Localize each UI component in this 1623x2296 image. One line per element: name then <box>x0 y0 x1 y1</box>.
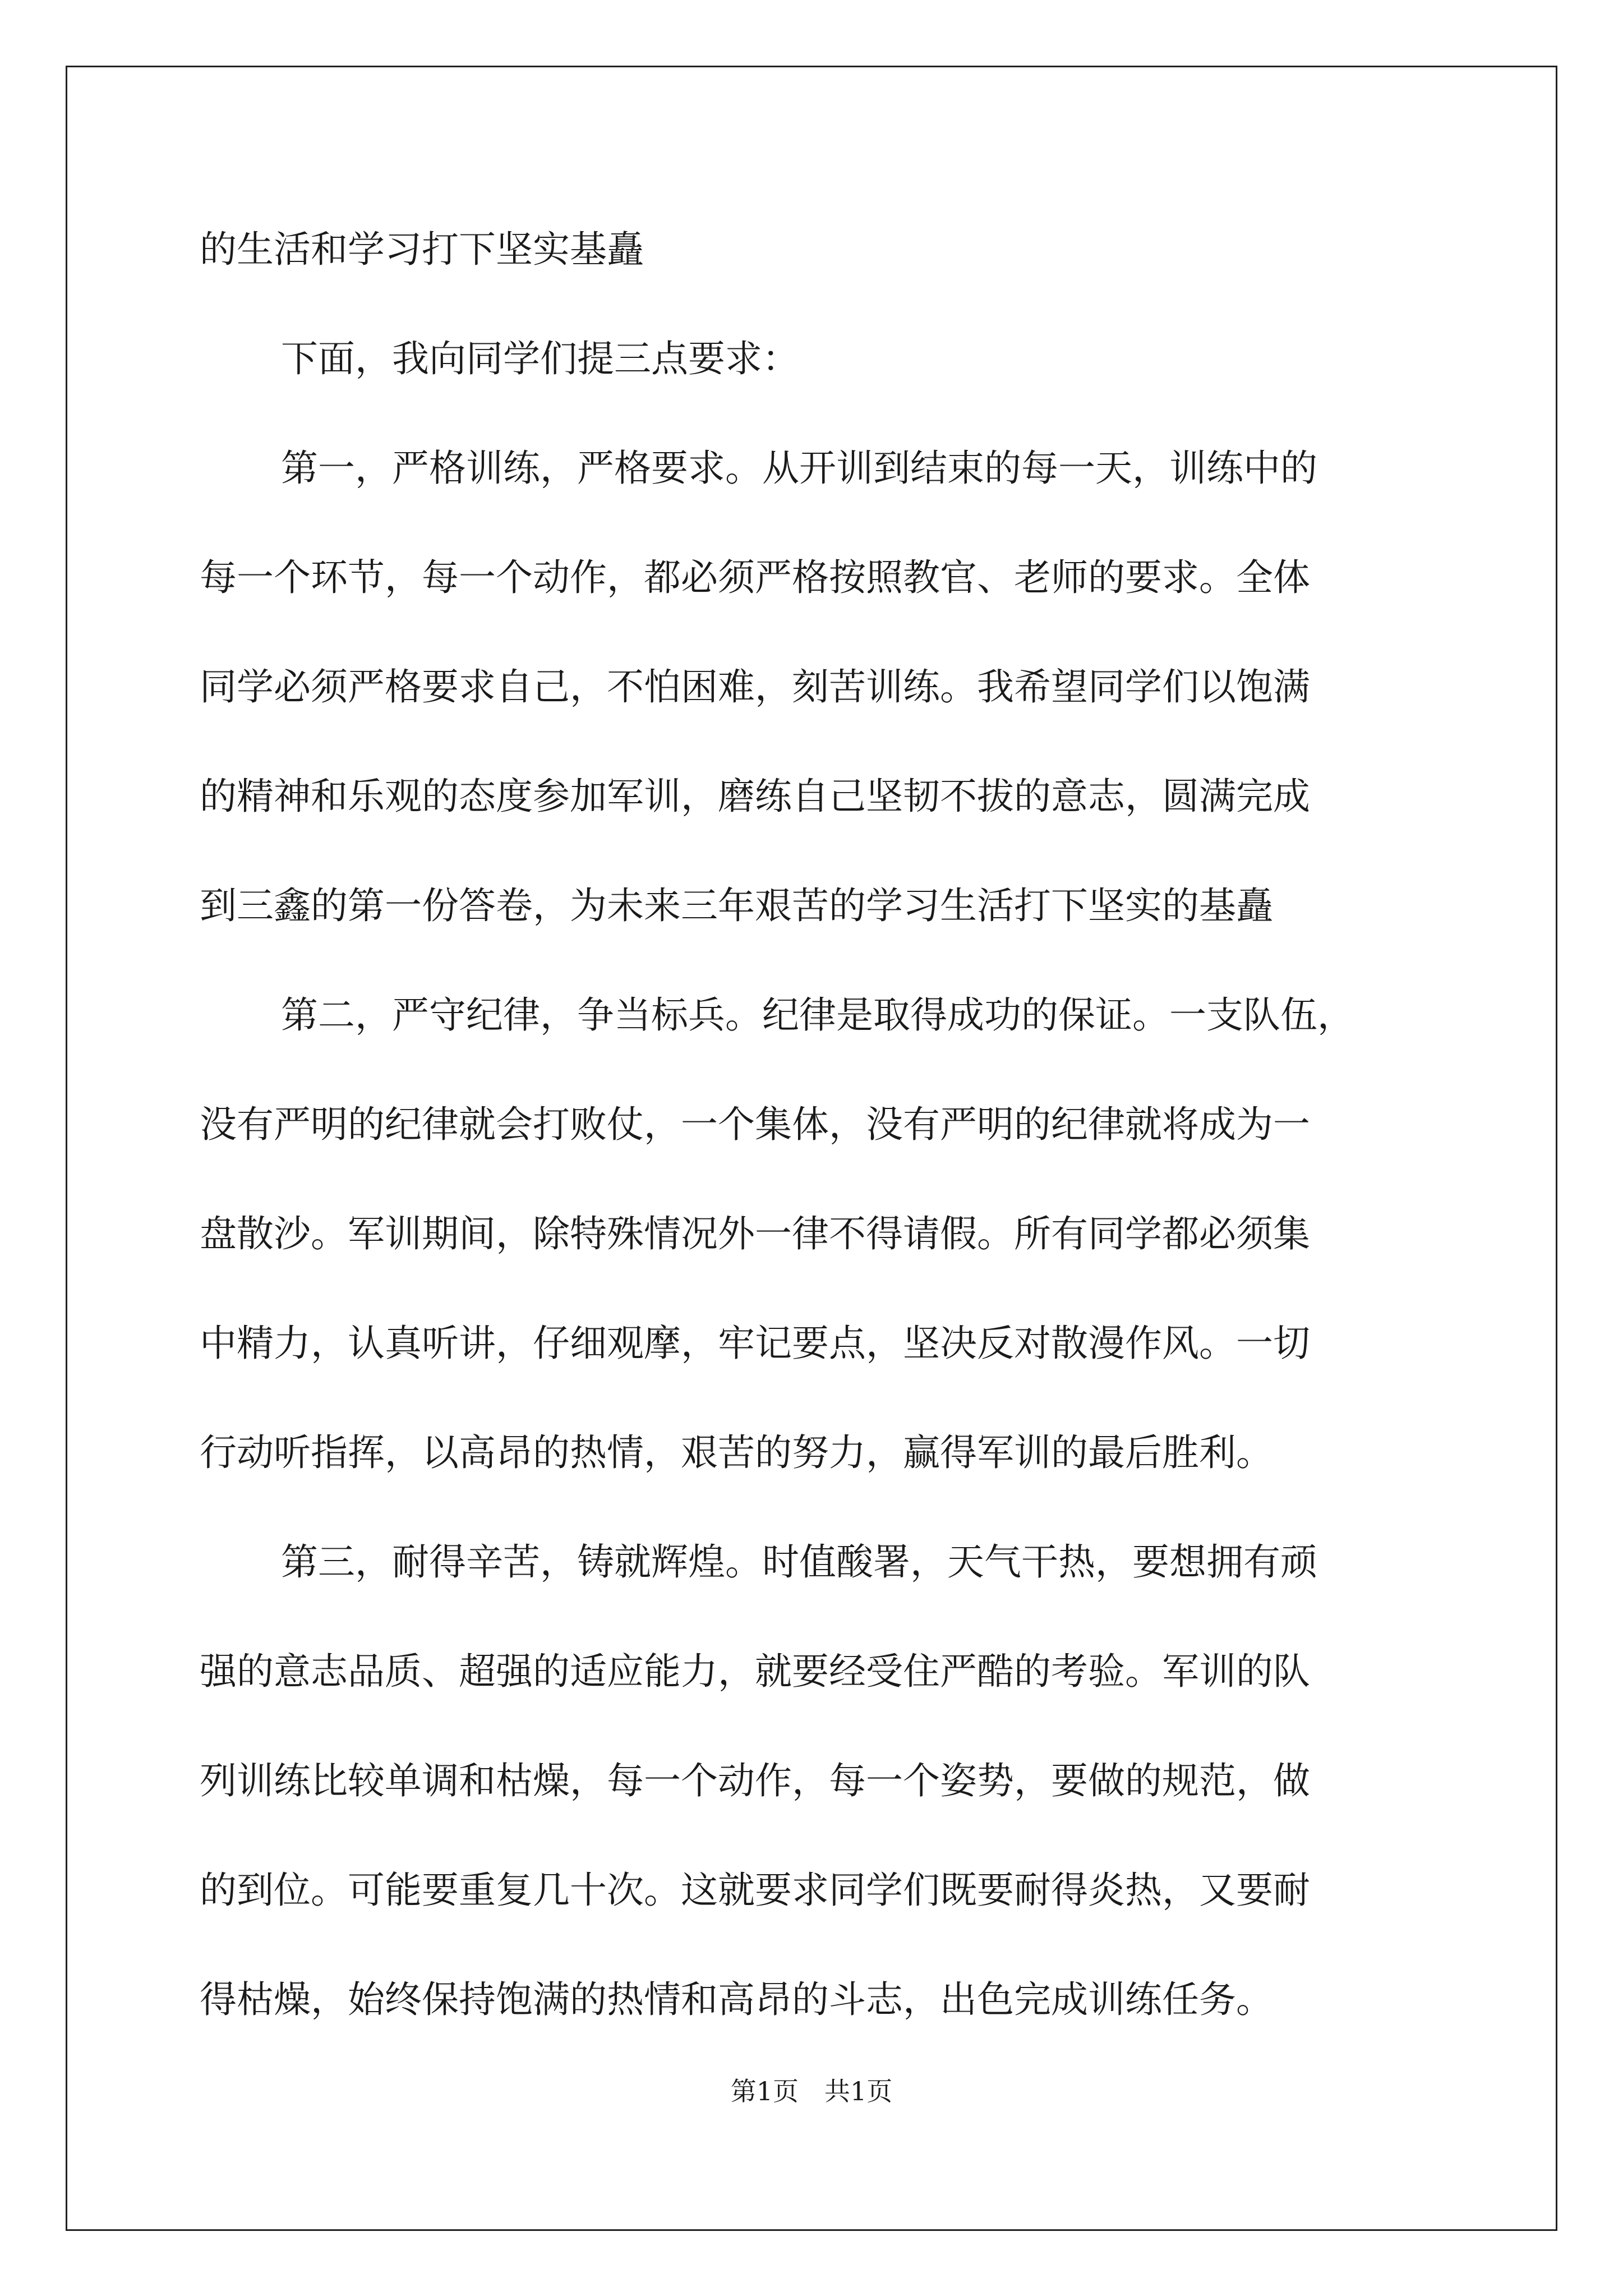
text-line-17: 得枯燥，始终保持饱满的热情和高昂的斗志，出色完成训练任务。 <box>200 1978 1273 2021</box>
text-line-16: 的到位。可能要重复几十次。这就要求同学们既要耐得炎热，又要耐 <box>200 1869 1310 1912</box>
text-line-7: 到三鑫的第一份答卷，为未来三年艰苦的学习生活打下坚实的基矗 <box>200 884 1273 927</box>
text-line-14: 强的意志品质、超强的适应能力，就要经受住严酷的考验。军训的队 <box>200 1650 1310 1693</box>
page-footer: 第1页 共1页 <box>730 2076 893 2106</box>
text-line-15: 列训练比较单调和枯燥，每一个动作，每一个姿势，要做的规范，做 <box>200 1759 1310 1802</box>
text-line-13: 第三，耐得辛苦，铸就辉煌。时值酸署，天气干热，要想拥有顽 <box>281 1540 1317 1584</box>
text-line-2: 下面，我向同学们提三点要求： <box>281 337 799 380</box>
text-line-10: 盘散沙。军训期间，除特殊情况外一律不得请假。所有同学都必须集 <box>200 1212 1310 1255</box>
text-line-11: 中精力，认真听讲，仔细观摩，牢记要点，坚决反对散漫作风。一切 <box>200 1322 1310 1365</box>
text-line-9: 没有严明的纪律就会打败仗，一个集体，没有严明的纪律就将成为一 <box>200 1103 1310 1146</box>
text-line-5: 同学必须严格要求自己，不怕困难，刻苦训练。我希望同学们以饱满 <box>200 665 1310 708</box>
text-line-4: 每一个环节，每一个动作，都必须严格按照教官、老师的要求。全体 <box>200 556 1310 599</box>
text-line-1: 的生活和学习打下坚实基矗 <box>200 228 644 271</box>
text-line-6: 的精神和乐观的态度参加军训，磨练自己坚韧不拔的意志，圆满完成 <box>200 775 1310 818</box>
text-line-3: 第一，严格训练，严格要求。从开训到结束的每一天，训练中的 <box>281 447 1317 490</box>
text-line-12: 行动听指挥，以高昂的热情，艰苦的努力，赢得军训的最后胜利。 <box>200 1431 1273 1474</box>
text-line-8: 第二，严守纪律，争当标兵。纪律是取得成功的保证。一支队伍， <box>281 993 1354 1037</box>
